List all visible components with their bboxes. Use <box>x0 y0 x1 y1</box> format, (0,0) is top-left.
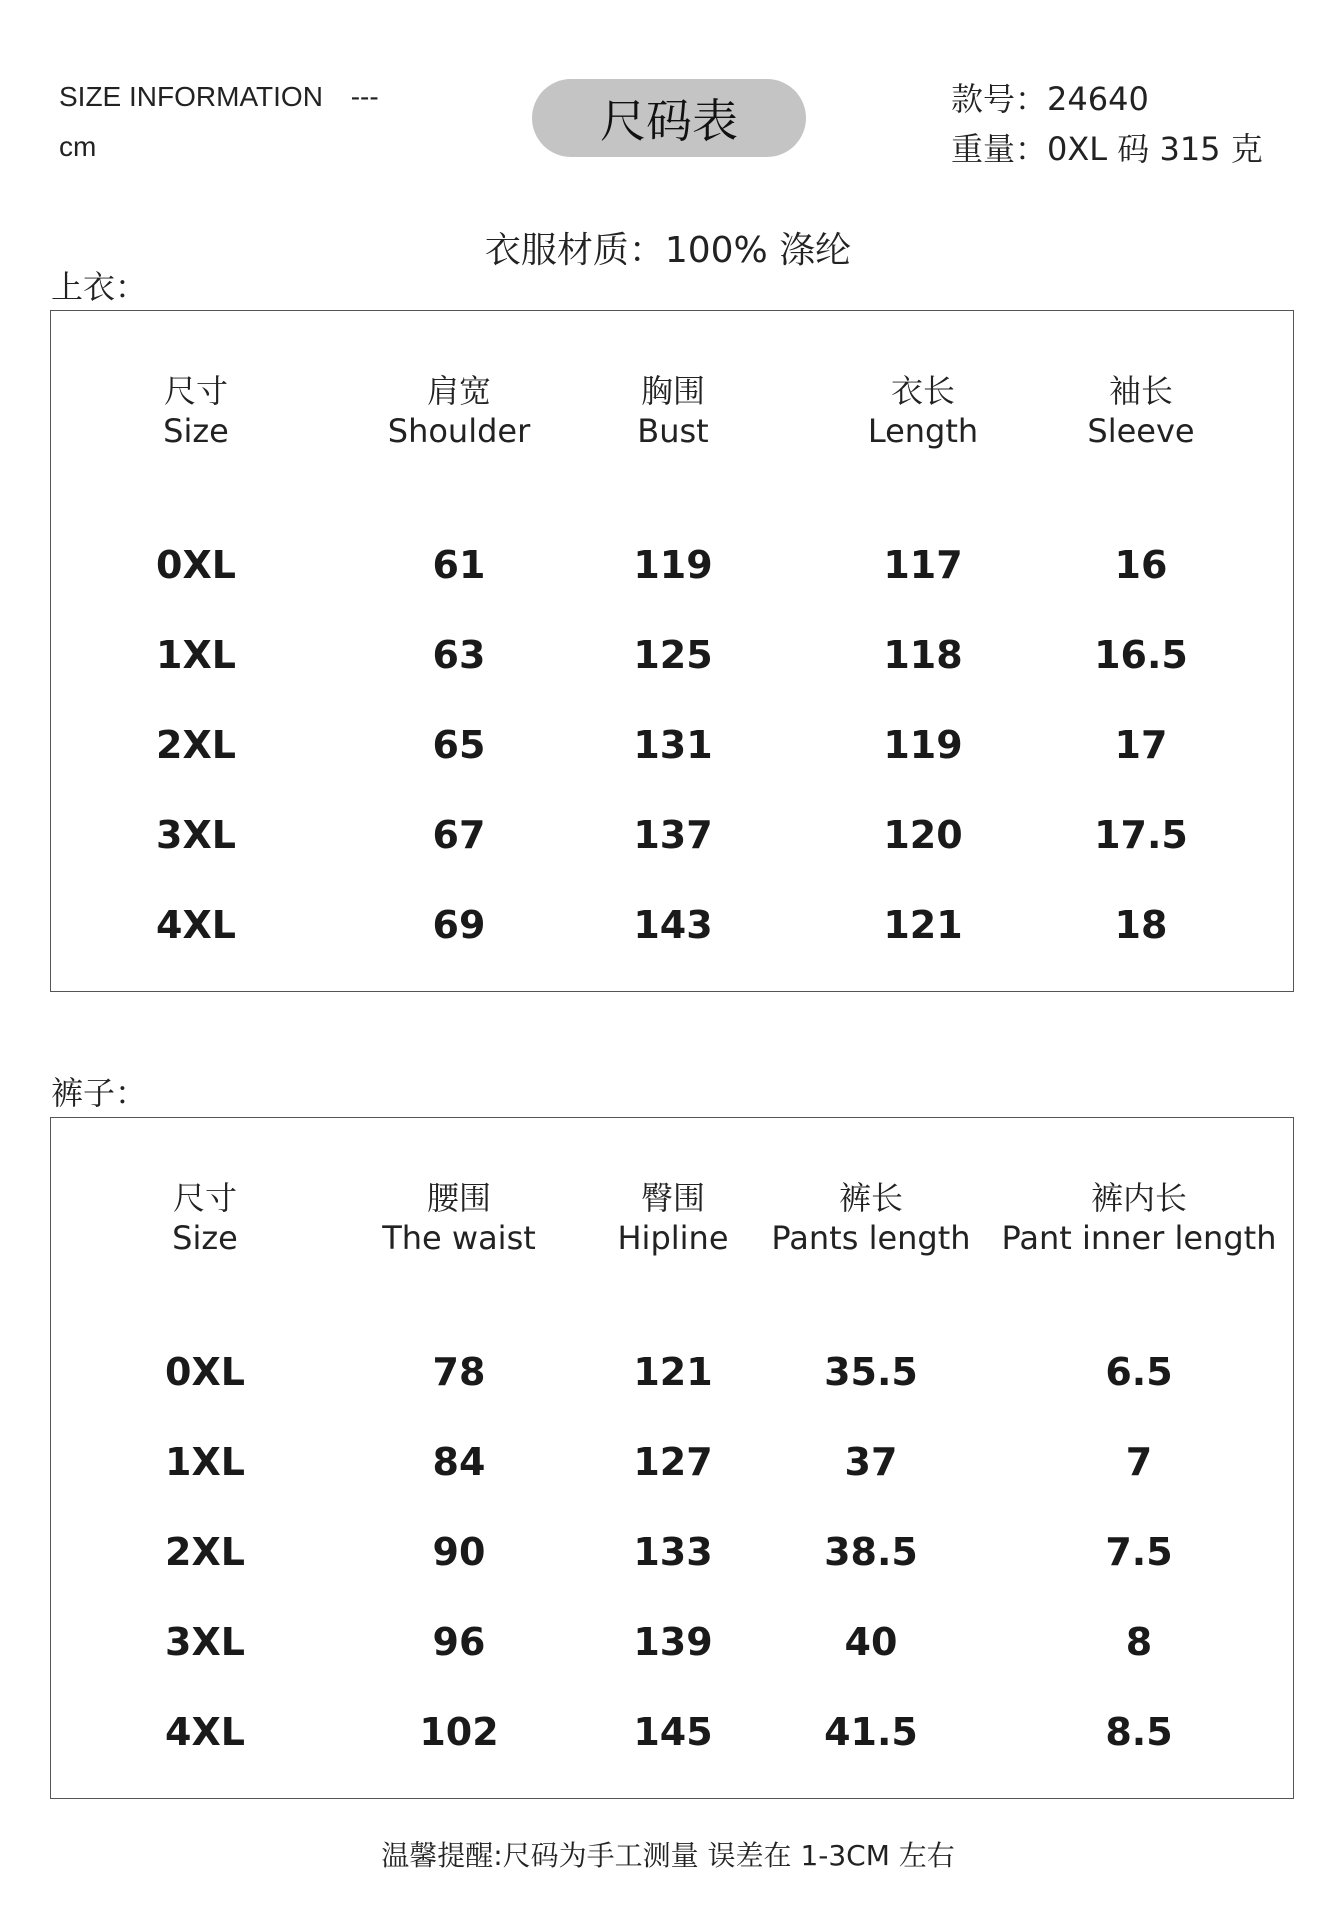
top-size-table <box>50 310 1294 992</box>
table-cell: 121 <box>883 903 963 947</box>
column-header-en: Hipline <box>617 1219 729 1257</box>
product-weight: 重量：0XL 码 315 克 <box>951 130 1263 168</box>
table-cell: 131 <box>633 723 713 767</box>
table-cell: 41.5 <box>824 1710 918 1754</box>
column-header <box>617 1178 728 1258</box>
material-info: 衣服材质：100% 涤纶 <box>484 230 852 271</box>
table-cell: 35.5 <box>824 1350 918 1394</box>
row-size-label: 1XL <box>156 633 236 677</box>
style-number: 款号：24640 <box>951 80 1149 118</box>
column-header-cn: 裤长 <box>838 1179 904 1217</box>
column-header <box>172 1178 238 1258</box>
table-cell: 133 <box>633 1530 713 1574</box>
column-header-cn: 裤内长 <box>1090 1179 1187 1217</box>
table-cell: 102 <box>419 1710 499 1754</box>
table-cell: 16.5 <box>1094 633 1188 677</box>
column-header-cn: 腰围 <box>426 1179 492 1217</box>
row-size-label: 3XL <box>165 1620 245 1664</box>
row-size-label: 2XL <box>156 723 236 767</box>
table-cell: 18 <box>1114 903 1168 947</box>
column-header-en: Sleeve <box>1087 412 1195 450</box>
table-cell: 61 <box>432 543 486 587</box>
table-cell: 65 <box>432 723 486 767</box>
row-size-label: 2XL <box>165 1530 245 1574</box>
table-cell: 8.5 <box>1105 1710 1173 1754</box>
column-header <box>163 371 229 451</box>
table-cell: 38.5 <box>824 1530 918 1574</box>
table-cell: 78 <box>432 1350 486 1394</box>
table-cell: 120 <box>883 813 963 857</box>
table-cell: 143 <box>633 903 713 947</box>
size-information-block <box>59 80 379 164</box>
table-cell: 6.5 <box>1105 1350 1173 1394</box>
row-size-label: 4XL <box>156 903 236 947</box>
size-information-label: SIZE INFORMATION <box>59 81 323 112</box>
table-cell: 119 <box>633 543 713 587</box>
table-cell: 7.5 <box>1105 1530 1173 1574</box>
column-header <box>1002 1178 1277 1258</box>
column-header-en: Bust <box>637 412 709 450</box>
page-title-text: 尺码表 <box>600 94 738 148</box>
row-size-label: 4XL <box>165 1710 245 1754</box>
table-cell: 96 <box>432 1620 486 1664</box>
column-header <box>637 371 708 451</box>
column-header-cn: 胸围 <box>640 372 706 410</box>
table-cell: 17 <box>1114 723 1168 767</box>
pants-size-table <box>50 1117 1294 1799</box>
row-size-label: 3XL <box>156 813 236 857</box>
pants-section-label: 裤子： <box>51 1074 148 1112</box>
column-header-cn: 肩宽 <box>426 372 491 410</box>
column-header <box>382 1178 536 1258</box>
table-cell: 90 <box>432 1530 486 1574</box>
table-cell: 63 <box>432 633 486 677</box>
column-header-en: The waist <box>382 1219 536 1257</box>
table-cell: 40 <box>844 1620 898 1664</box>
table-cell: 117 <box>883 543 963 587</box>
unit-label: cm <box>59 131 97 162</box>
page-title <box>532 79 806 157</box>
column-header-en: Pants length <box>771 1219 971 1257</box>
table-cell: 145 <box>633 1710 713 1754</box>
row-size-label: 0XL <box>165 1350 245 1394</box>
table-cell: 139 <box>633 1620 713 1664</box>
table-cell: 137 <box>633 813 713 857</box>
column-header-cn: 臀围 <box>640 1179 706 1217</box>
table-cell: 127 <box>633 1440 713 1484</box>
table-cell: 8 <box>1125 1620 1153 1664</box>
table-cell: 125 <box>633 633 713 677</box>
table-cell: 118 <box>883 633 963 677</box>
table-cell: 84 <box>432 1440 486 1484</box>
column-header-cn: 衣长 <box>890 372 955 410</box>
table-cell: 17.5 <box>1094 813 1188 857</box>
table-cell: 67 <box>432 813 486 857</box>
column-header-en: Size <box>163 412 229 450</box>
column-header-en: Size <box>172 1219 238 1257</box>
table-cell: 121 <box>633 1350 713 1394</box>
column-header-en: Length <box>867 412 979 450</box>
top-section-label: 上衣： <box>51 268 148 306</box>
table-cell: 16 <box>1114 543 1168 587</box>
row-size-label: 1XL <box>165 1440 245 1484</box>
column-header-cn: 尺寸 <box>172 1179 237 1217</box>
column-header <box>771 1178 970 1258</box>
product-info <box>951 74 1263 174</box>
table-cell: 119 <box>883 723 963 767</box>
table-cell: 37 <box>844 1440 898 1484</box>
column-header <box>388 371 531 451</box>
size-information-dash: --- <box>350 81 379 112</box>
column-header-en: Shoulder <box>387 412 531 450</box>
column-header-cn: 尺寸 <box>163 372 228 410</box>
measurement-note: 温馨提醒:尺码为手工测量 误差在 1-3CM 左右 <box>381 1839 955 1872</box>
table-cell: 7 <box>1125 1440 1153 1484</box>
column-header-cn: 袖长 <box>1108 372 1174 410</box>
column-header <box>868 371 978 451</box>
table-cell: 69 <box>432 903 486 947</box>
column-header <box>1087 371 1194 451</box>
row-size-label: 0XL <box>156 543 236 587</box>
column-header-en: Pant inner length <box>1001 1219 1277 1257</box>
